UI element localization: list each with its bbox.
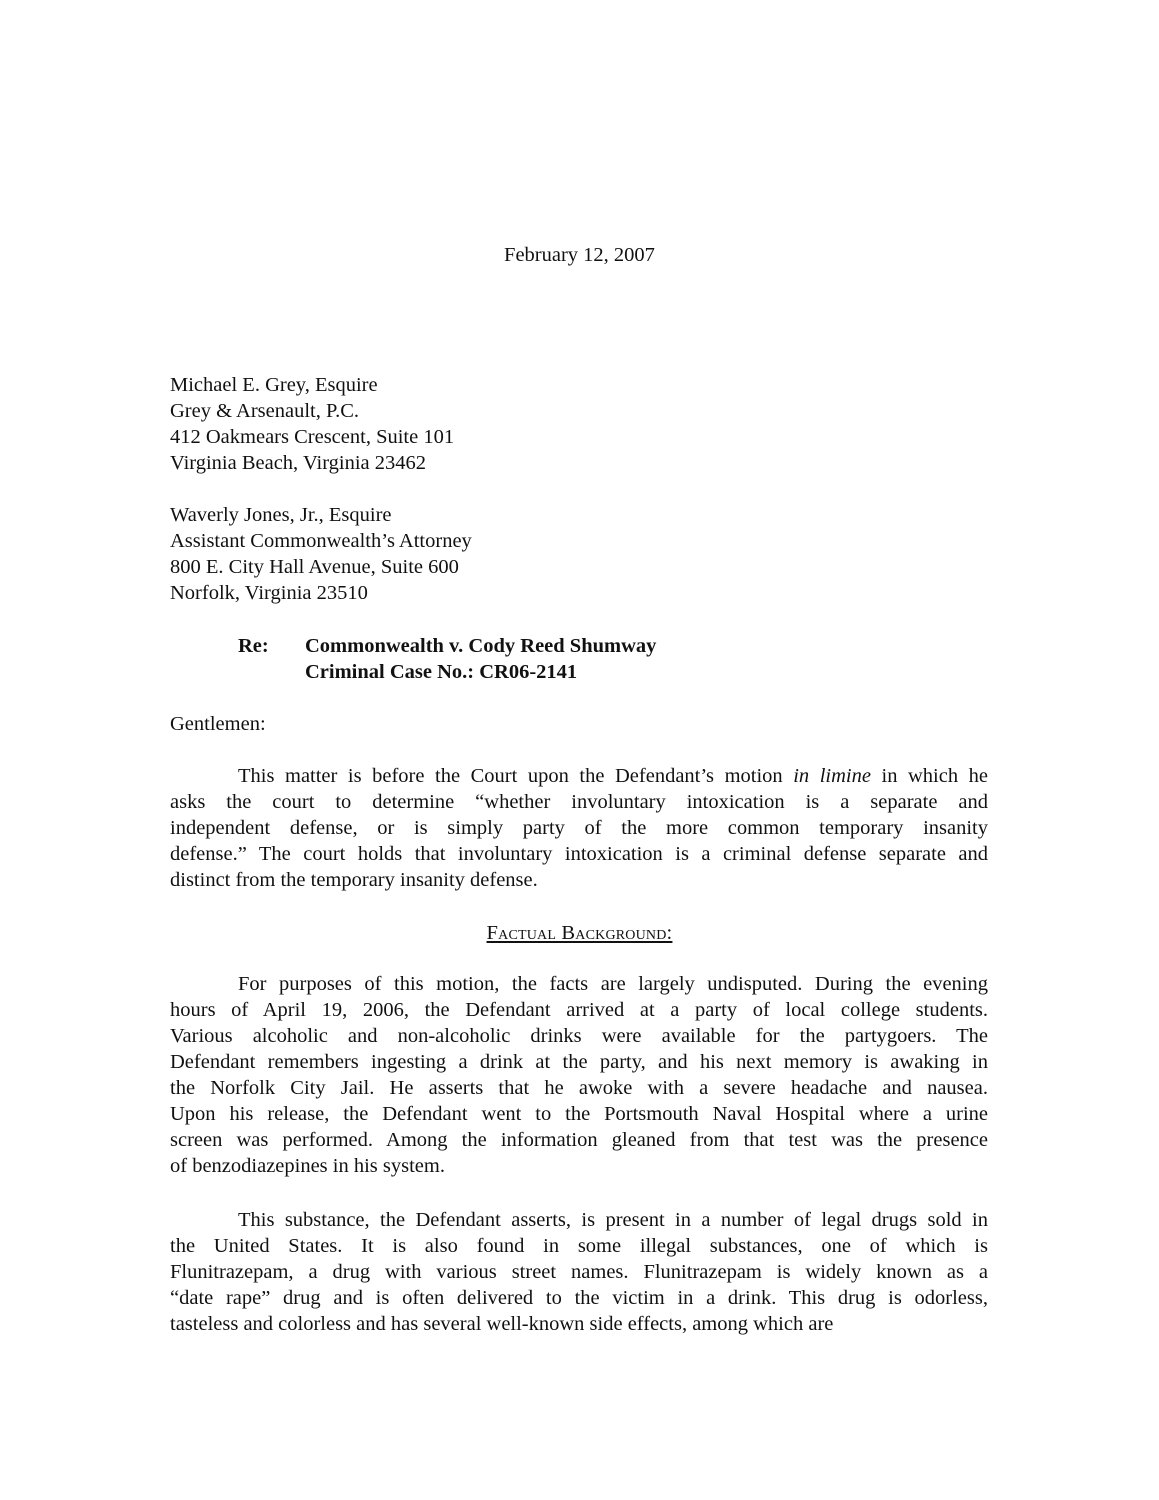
addressee-line: Norfolk, Virginia 23510 [170, 582, 368, 604]
paragraph-line: distinct from the temporary insanity defense. [170, 869, 538, 891]
paragraph-line: Defendant remembers ingesting a drink at the party, and his next memory is awaking in [170, 1051, 988, 1073]
paragraph-line: Flunitrazepam, a drug with various street names. Flunitrazepam is widely known as a [170, 1261, 988, 1283]
addressee-line: 412 Oakmears Crescent, Suite 101 [170, 426, 455, 448]
paragraph-facts [170, 971, 988, 1179]
paragraph-line: Upon his release, the Defendant went to the Portsmouth Naval Hospital where a urine [170, 1103, 988, 1125]
addressee-line: 800 E. City Hall Avenue, Suite 600 [170, 556, 459, 578]
addressee-line: Assistant Commonwealth’s Attorney [170, 530, 472, 552]
paragraph-line: the Norfolk City Jail. He asserts that he awoke with a severe headache and nausea. [170, 1077, 988, 1099]
paragraph-line: of benzodiazepines in his system. [170, 1155, 445, 1177]
case-caption: Commonwealth v. Cody Reed Shumway [305, 635, 657, 657]
paragraph-line: the United States. It is also found in some illegal substances, one of which is [170, 1235, 988, 1257]
addressee-line: Waverly Jones, Jr., Esquire [170, 504, 392, 526]
text-run: This matter is before the Court upon the Defendant’s motion [238, 765, 794, 787]
re-label: Re: [238, 635, 269, 657]
addressee-block-grey [170, 372, 990, 476]
italic-term: in limine [793, 765, 871, 787]
text-run: in which he [870, 765, 988, 787]
addressee-line: Michael E. Grey, Esquire [170, 374, 378, 396]
paragraph-line: asks the court to determine “whether involuntary intoxication is a separate and [170, 791, 988, 813]
paragraph-line [170, 763, 988, 789]
addressee-line: Virginia Beach, Virginia 23462 [170, 452, 427, 474]
addressee-block-jones [170, 502, 990, 606]
letter-date: February 12, 2007 [504, 244, 655, 266]
paragraph-line: screen was performed. Among the information gleaned from that test was the presence [170, 1129, 988, 1151]
paragraph-line: Various alcoholic and non-alcoholic drinks were available for the partygoers. The [170, 1025, 988, 1047]
paragraph-line: independent defense, or is simply party of the more common temporary insanity [170, 817, 988, 839]
paragraph-line: “date rape” drug and is often delivered to the victim in a drink. This drug is odorless, [170, 1287, 988, 1309]
paragraph-motion [170, 763, 988, 893]
case-number: Criminal Case No.: CR06-2141 [305, 661, 578, 683]
paragraph-line: hours of April 19, 2006, the Defendant arrived at a party of local college students. [170, 999, 988, 1021]
salutation: Gentlemen: [170, 713, 266, 735]
addressee-line: Grey & Arsenault, P.C. [170, 400, 360, 422]
paragraph-substance [170, 1207, 988, 1337]
paragraph-line: tasteless and colorless and has several well-known side effects, among which are [170, 1313, 834, 1335]
paragraph-line: defense.” The court holds that involuntary intoxication is a criminal defense separate and [170, 843, 988, 865]
paragraph-line: This substance, the Defendant asserts, is present in a number of legal drugs sold in [238, 1209, 988, 1231]
paragraph-line: For purposes of this motion, the facts are largely undisputed. During the evening [238, 973, 988, 995]
section-heading [0, 920, 1159, 946]
re-subject [305, 633, 656, 685]
section-heading-text: Factual Background: [486, 922, 673, 944]
